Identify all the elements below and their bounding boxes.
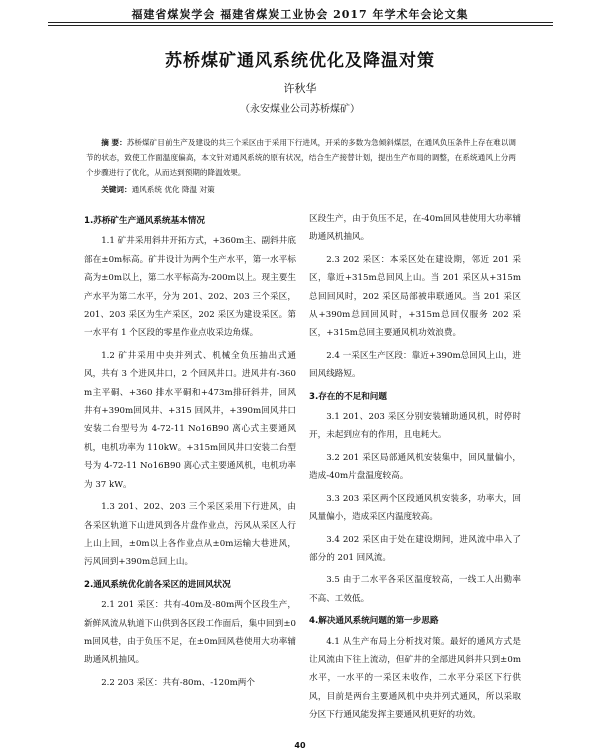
body-paragraph: 2.4 一采区生产区段：靠近+390m总回风上山，进回风线路短。 — [309, 350, 521, 380]
body-paragraph: 1.3 201、202、203 三个采区采用下行进风，由各采区轨道下山进风到各片盘作业点，污风从采区人行上山上回，±0m以上各作业点从±0m运输大巷进风，污风回到+390m总回上山。 — [84, 502, 296, 568]
author-affiliation: （永安煤业公司苏桥煤矿） — [240, 104, 360, 115]
author-name: 许秋华 — [283, 82, 317, 95]
right-column — [309, 210, 521, 729]
body-paragraph: 4.1 从生产布局上分析找对策。最好的通风方式是让风流由下往上流动，但矿井的全部进风斜井只到±0m水平，一水平的一采区未收作，二水平分采区下行供风，目前是两台主要通风机中央并列式通风，所以采取分区下行通风能发挥主要通风机更好的功效。 — [309, 636, 521, 721]
body-paragraph: 2.3 202 采区：本采区处在建设期，邻近 201 采区，靠近+315m总回风上山。当 201 采区从+315m总回回风时，202 采区局部被串联通风。当 201 采区从+390m总回回风时，+315m总回仅服务 202 采区，+315m总回主要通风机功效浪费。 — [309, 254, 521, 339]
keywords — [86, 183, 516, 197]
left-column — [84, 210, 296, 696]
abstract — [86, 135, 516, 180]
running-header: 福建省煤炭学会 福建省煤炭工业协会 2017 年学术年会论文集 — [131, 8, 469, 21]
body-paragraph: 1.2 矿井采用中央并列式、机械全负压抽出式通风，共有 3 个进风井口，2 个回风井口。进风井有-360m主平硐、+360 排水平硐和+473m排矸斜井，回风井有+390m回风井、+315 回风井，+390m回风井口安装二台型号为 4-72-11 No16B90 离心式主要通风机，电机功率为 110kW。+315m回风井口安装二台型号为 4-72-11 No16B90 离心式主要通风机，电机功率为 37 kW。 — [84, 350, 296, 490]
page-number: 40 — [294, 741, 306, 750]
body-paragraph: 3.4 202 采区由于处在建设期间，进风流中串入了部分的 201 回风流。 — [309, 534, 521, 563]
body-paragraph: 1.1 矿井采用斜井开拓方式，+360m主、副斜井底部在±0m标高。矿井设计为两个生产水平，第一水平标高为±0m以上，第二水平标高为-200m以上。现主要生产水平为第二水平，分为 201、202、203 三个采区，201、203 采区为生产采区，202 采区为建设采区。第一水平有 1 个区段的零星作业点收采边角煤。 — [84, 236, 296, 339]
body-paragraph: 区段生产，由于负压不足，在-40m回风巷使用大功率辅助通风机抽风。 — [309, 214, 521, 243]
body-paragraph: 3.3 203 采区两个区段通风机安装多，功率大，回风量偏小，造成采区内温度较高。 — [309, 493, 521, 523]
paper-title: 苏桥煤矿通风系统优化及降温对策 — [165, 51, 435, 71]
abstract-text: 苏桥煤矿目前生产及建设的共三个采区由于采用下行进风，开采的多数为急倾斜煤层，在通风负压条件上存在难以调节的状态，致使工作面温度偏高，本文针对通风系统的原有状况，结合生产接替计划，提出生产布局的调整，在系统通风上分两个步骤进行了优化，从而达到预期的降温效果。 — [86, 138, 516, 177]
header-rule — [48, 22, 553, 23]
keywords-label: 关键词： — [101, 185, 132, 194]
section-heading: 2.通风系统优化前各采区的进回风状况 — [84, 579, 231, 590]
keywords-text: 通风系统 优化 降温 对策 — [131, 185, 215, 194]
abstract-label: 摘 要： — [101, 138, 127, 147]
body-paragraph: 3.2 201 采区局部通风机安装集中，回风量偏小，造成-40m片盘温度较高。 — [309, 452, 521, 482]
body-paragraph: 2.1 201 采区：共有-40m及-80m两个区段生产，新鲜风流从轨道下山供到各区段工作面后，集中回到±0m回风巷，由于负压不足，在±0m回风巷使用大功率辅助通风机抽风。 — [84, 600, 296, 666]
section-heading: 1.苏桥矿生产通风系统基本情况 — [84, 216, 205, 226]
header-rule — [48, 25, 553, 26]
body-paragraph: 3.1 201、203 采区分别安装辅助通风机，时停时开，未起到应有的作用，且电耗大。 — [309, 412, 521, 441]
section-heading: 4.解决通风系统问题的第一步思路 — [309, 616, 439, 627]
body-paragraph: 2.2 203 采区：共有-80m、-120m两个 — [101, 677, 255, 688]
body-paragraph: 3.5 由于二水平各采区温度较高，一线工人出勤率不高、工效低。 — [309, 575, 521, 604]
section-heading: 3.存在的不足和问题 — [309, 391, 387, 402]
